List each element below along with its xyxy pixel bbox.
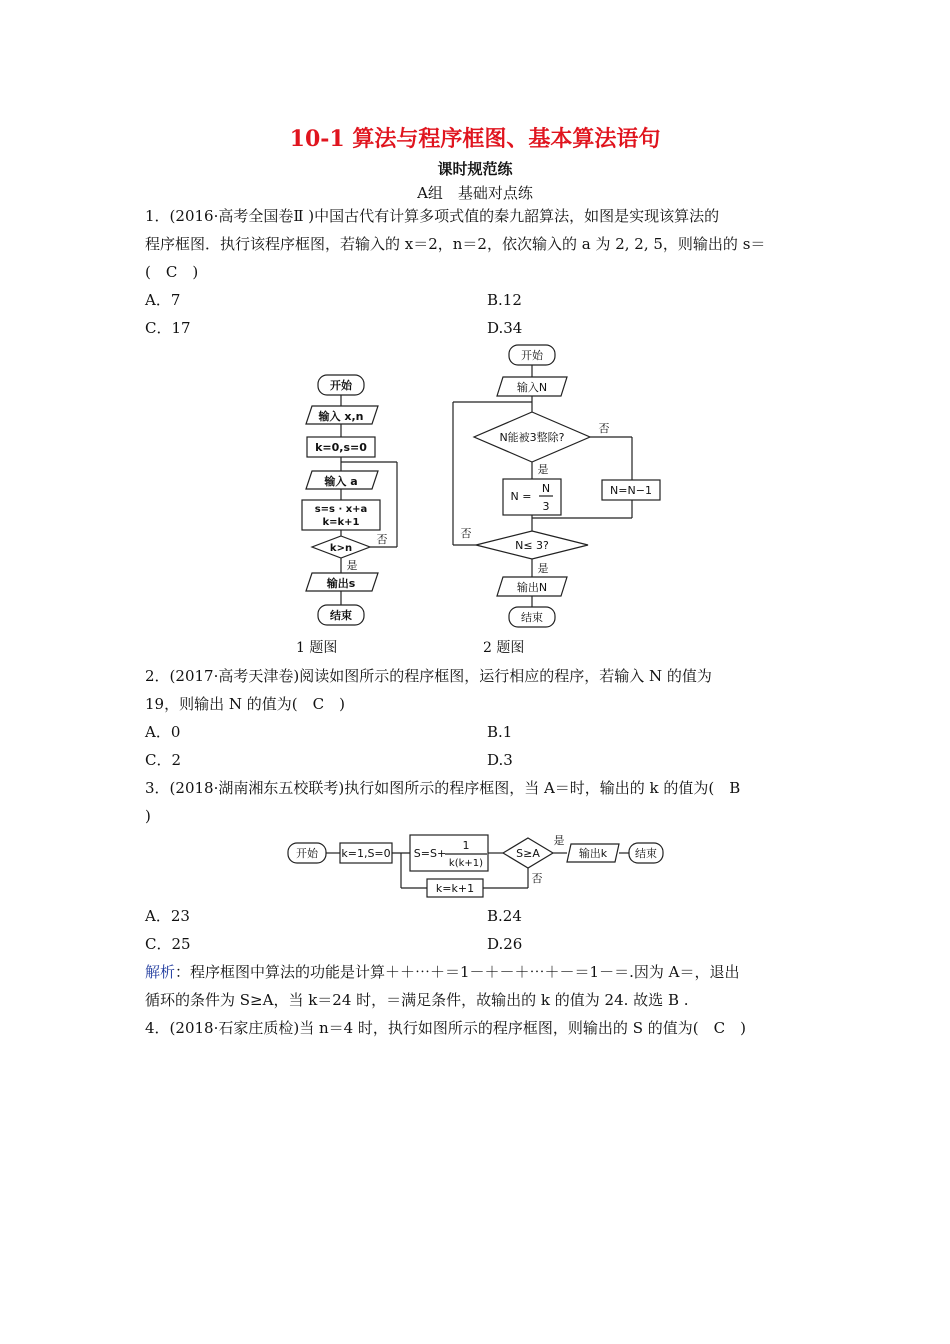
fig2-no2: 否 xyxy=(460,527,472,540)
flowchart-3 xyxy=(285,830,675,900)
q2-option-c: C．2 xyxy=(145,751,182,769)
fig1-output: 输出s xyxy=(326,577,356,590)
q1-line3: ( C ) xyxy=(145,263,199,281)
fig2-cond2: N≤ 3? xyxy=(515,539,549,552)
fig2-frac-num: N xyxy=(541,482,551,495)
fig1-calc1: s=s · x+a xyxy=(314,504,368,515)
fig2-caption: 2 题图 xyxy=(483,640,525,656)
fig2-cond1: N能被3整除? xyxy=(499,431,565,444)
fig2-frac-den: 3 xyxy=(542,500,550,513)
fig3-end: 结束 xyxy=(635,847,657,860)
q1-option-a: A．7 xyxy=(145,291,181,309)
analysis-line2: 循环的条件为 S≥A，当 k＝24 时，＝满足条件，故输出的 k 的值为 24. 故选 B . xyxy=(145,991,689,1009)
group-heading: A组 基础对点练 xyxy=(417,184,533,202)
q3-option-d: D.26 xyxy=(487,935,523,953)
fig1-input-a: 输入 a xyxy=(324,475,358,488)
fig2-yes1: 是 xyxy=(537,463,549,476)
q2-option-a: A．0 xyxy=(145,723,181,741)
fig3-cond: S≥A xyxy=(516,847,540,860)
q2-option-b: B.1 xyxy=(487,723,513,741)
fig1-cond: k>n xyxy=(329,543,353,554)
q3-option-b: B.24 xyxy=(487,907,522,925)
fig2-calc-left: N = xyxy=(510,490,532,503)
flowchart-2 xyxy=(445,340,670,635)
q1-option-c: C．17 xyxy=(145,319,191,337)
q3-line2: ) xyxy=(145,807,151,825)
fig1-caption: 1 题图 xyxy=(296,640,338,656)
fig3-no: 否 xyxy=(531,872,543,885)
fig3-yes: 是 xyxy=(553,834,565,847)
q2-line2: 19，则输出 N 的值为( C ) xyxy=(145,695,345,713)
q1-option-d: D.34 xyxy=(487,319,523,337)
fig1-input: 输入 x,n xyxy=(318,410,364,423)
analysis-text1: ：程序框图中算法的功能是计算＋＋⋯＋＝1－＋－＋⋯＋－＝1－＝.因为 A＝，退出 xyxy=(175,963,740,981)
fig3-calc: S=S+ xyxy=(413,847,447,860)
section-subtitle: 课时规范练 xyxy=(437,160,513,178)
fig2-calc-right: N=N−1 xyxy=(610,484,652,497)
fig1-calc2: k=k+1 xyxy=(322,517,360,528)
fig2-start: 开始 xyxy=(521,349,543,362)
q3-option-a: A．23 xyxy=(145,907,190,925)
analysis-line1 xyxy=(145,960,739,984)
q3-option-c: C．25 xyxy=(145,935,191,953)
fig1-init: k=0,s=0 xyxy=(315,441,367,454)
q2-line1: 2．(2017·高考天津卷)阅读如图所示的程序框图，运行相应的程序，若输入 N 的值为 xyxy=(145,667,712,685)
fig3-frac-den: k(k+1) xyxy=(448,858,484,869)
fig3-frac-num: 1 xyxy=(462,839,470,852)
fig2-output: 输出N xyxy=(516,581,548,594)
fig1-start: 开始 xyxy=(330,379,352,392)
fig1-no: 否 xyxy=(376,533,388,546)
flowchart-1 xyxy=(290,370,410,630)
q2-option-d: D.3 xyxy=(487,751,513,769)
analysis-label: 解析 xyxy=(145,963,176,981)
q1-line2: 程序框图．执行该程序框图，若输入的 x＝2，n＝2，依次输入的 a 为 2, 2, 5，则输出的 s＝ xyxy=(145,235,766,253)
fig1-yes: 是 xyxy=(346,559,358,572)
q4-line1: 4．(2018·石家庄质检)当 n＝4 时，执行如图所示的程序框图，则输出的 S 的值为( C ) xyxy=(145,1019,746,1037)
fig2-yes2: 是 xyxy=(537,562,549,575)
fig3-output: 输出k xyxy=(578,847,608,860)
fig3-inc: k=k+1 xyxy=(435,882,475,895)
fig1-end: 结束 xyxy=(330,609,352,622)
fig2-input: 输入N xyxy=(516,381,548,394)
q3-line1: 3．(2018·湖南湘东五校联考)执行如图所示的程序框图，当 A＝时，输出的 k 的值为( B xyxy=(145,779,741,797)
fig3-init: k=1,S=0 xyxy=(341,847,391,860)
q1-option-b: B.12 xyxy=(487,291,522,309)
fig2-end: 结束 xyxy=(521,611,543,624)
fig3-start: 开始 xyxy=(296,847,318,860)
q1-line1: 1．(2016·高考全国卷Ⅱ )中国古代有计算多项式值的秦九韶算法，如图是实现该算法的 xyxy=(145,207,720,225)
page-title: 10-1 算法与程序框图、基本算法语句 xyxy=(289,126,661,152)
fig2-no1: 否 xyxy=(598,422,610,435)
